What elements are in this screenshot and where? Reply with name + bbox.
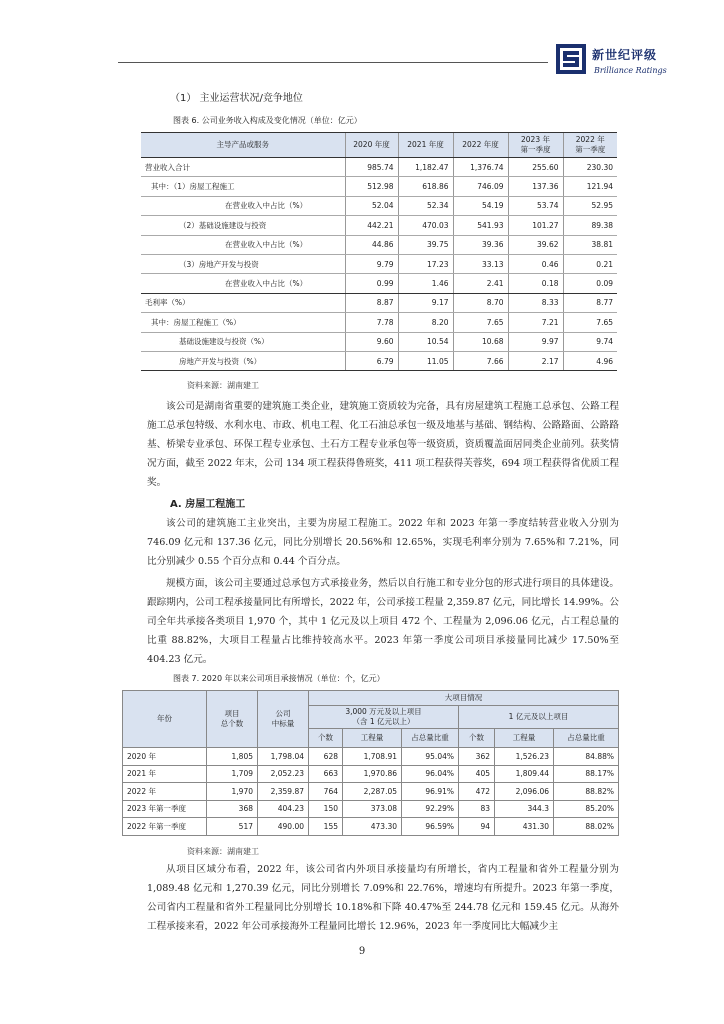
t6-cell: 6.79 bbox=[345, 351, 398, 370]
col-big-projects: 大项目情况 bbox=[309, 691, 619, 706]
t7-cell: 1,970.86 bbox=[343, 765, 402, 783]
section-title: （1） 主业运营状况/竞争地位 bbox=[170, 93, 303, 104]
t6-cell: 17.23 bbox=[398, 254, 453, 273]
t7-cell: 490.00 bbox=[258, 818, 309, 836]
t6-cell: 8.70 bbox=[453, 293, 508, 312]
t7-cell: 1,526.23 bbox=[495, 748, 554, 766]
t7-cell: 1,970 bbox=[207, 783, 258, 801]
table6-caption: 图表 6. 公司业务收入构成及变化情况（单位：亿元） bbox=[173, 116, 362, 125]
t6-row-label: 其中：（1）房屋工程施工 bbox=[141, 177, 345, 196]
t6-cell: 9.17 bbox=[398, 293, 453, 312]
t7-row-year: 2022 年第一季度 bbox=[123, 818, 207, 836]
t6-row-label: 营业收入合计 bbox=[141, 158, 345, 177]
table-row bbox=[141, 351, 617, 370]
t6-cell: 10.54 bbox=[398, 332, 453, 351]
table-row bbox=[123, 765, 619, 783]
t7-cell: 473.30 bbox=[343, 818, 402, 836]
t6-cell: 11.05 bbox=[398, 351, 453, 370]
col-amount: 工程量 bbox=[343, 729, 402, 748]
t6-cell: 121.94 bbox=[563, 177, 617, 196]
t6-cell: 7.66 bbox=[453, 351, 508, 370]
t7-cell: 517 bbox=[207, 818, 258, 836]
t7-cell: 2,287.05 bbox=[343, 783, 402, 801]
paragraph-scale: 规模方面，该公司主要通过总承包方式承接业务，然后以自行施工和专业分包的形式进行项目的具体建设。跟踪期内，公司工程承接量同比有所增长，2022 年，公司承接工程量 2,359.87 亿元，同比增长 14.99%。公司全年共承接各类项目 1,970 个，其中 1 亿元及以上项目 472 个、工程量为 2,096.06 亿元，占工程总量的比重 88.82%，大项目工程量占比维持较高水平。2023 年第一季度公司项目承接量同比减少 17.50%至 404.23 亿元。 bbox=[147, 578, 619, 665]
t6-cell: 39.75 bbox=[398, 235, 453, 254]
t6-cell: 0.18 bbox=[508, 274, 563, 293]
brilliance-logo-icon bbox=[556, 44, 586, 74]
t6-cell: 230.30 bbox=[563, 158, 617, 177]
revenue-table bbox=[141, 132, 617, 371]
t6-header-period: 2023 年 第一季度 bbox=[508, 133, 563, 158]
t6-cell: 512.98 bbox=[345, 177, 398, 196]
t6-cell: 2.41 bbox=[453, 274, 508, 293]
table-row bbox=[141, 313, 617, 332]
table-row bbox=[123, 818, 619, 836]
t6-cell: 10.68 bbox=[453, 332, 508, 351]
t7-cell: 1,805 bbox=[207, 748, 258, 766]
t6-row-label: 在营业收入中占比（%） bbox=[141, 196, 345, 215]
t6-cell: 7.78 bbox=[345, 313, 398, 332]
t7-cell: 95.04% bbox=[402, 748, 459, 766]
t7-cell: 88.02% bbox=[554, 818, 619, 836]
t6-row-label: 其中：房屋工程施工（%） bbox=[141, 313, 345, 332]
t7-cell: 1,798.04 bbox=[258, 748, 309, 766]
col-group-30m: 3,000 万元及以上项目 （含 1 亿元以上） bbox=[309, 706, 459, 729]
table7-caption: 图表 7. 2020 年以来公司项目承接情况（单位：个，亿元） bbox=[173, 674, 385, 683]
table-row bbox=[123, 783, 619, 801]
t7-row-year: 2023 年第一季度 bbox=[123, 800, 207, 818]
table-row bbox=[141, 216, 617, 235]
table-row bbox=[123, 748, 619, 766]
t7-cell: 344.3 bbox=[495, 800, 554, 818]
t6-cell: 7.65 bbox=[563, 313, 617, 332]
t6-cell: 8.87 bbox=[345, 293, 398, 312]
page-number: 9 bbox=[358, 946, 366, 957]
t6-cell: 7.21 bbox=[508, 313, 563, 332]
t6-cell: 101.27 bbox=[508, 216, 563, 235]
t6-row-label: 在营业收入中占比（%） bbox=[141, 235, 345, 254]
t6-row-label: （2）基础设施建设与投资 bbox=[141, 216, 345, 235]
col-year: 年份 bbox=[123, 691, 207, 748]
t7-cell: 96.91% bbox=[402, 783, 459, 801]
t7-cell: 628 bbox=[309, 748, 343, 766]
t7-cell: 94 bbox=[459, 818, 495, 836]
t7-cell: 88.17% bbox=[554, 765, 619, 783]
paragraph-region: 从项目区域分布看，2022 年，该公司省内外项目承接量均有所增长，省内工程量和省外工程量分别为 1,089.48 亿元和 1,270.39 亿元，同比分别增长 7.09%和 22.76%，增速均有所提升。2023 年第一季度，公司省内工程量和省外工程量同比分别增长 10.18%和下降 40.47%至 244.78 亿元和 159.45 亿元。从海外工程承接来看，2022 年公司承接海外工程量同比增长 12.96%，2023 年一季度同比大幅减少主 bbox=[147, 864, 619, 932]
t6-cell: 54.19 bbox=[453, 196, 508, 215]
table-row bbox=[141, 196, 617, 215]
t6-cell: 52.34 bbox=[398, 196, 453, 215]
t6-cell: 8.33 bbox=[508, 293, 563, 312]
t7-cell: 2,359.87 bbox=[258, 783, 309, 801]
t7-cell: 2,096.06 bbox=[495, 783, 554, 801]
t6-cell: 442.21 bbox=[345, 216, 398, 235]
table-row bbox=[141, 332, 617, 351]
t7-row-year: 2022 年 bbox=[123, 783, 207, 801]
col-count: 个数 bbox=[459, 729, 495, 748]
t6-row-label: 在营业收入中占比（%） bbox=[141, 274, 345, 293]
t7-cell: 92.29% bbox=[402, 800, 459, 818]
paragraph-housing-revenue: 该公司的建筑施工主业突出，主要为房屋工程施工。2022 年和 2023 年第一季度结转营业收入分别为 746.09 亿元和 137.36 亿元，同比分别增长 20.56%和 12.65%，实现毛利率分别为 7.65%和 7.21%，同比分别减少 0.55 个百分点和 0.44 个百分点。 bbox=[147, 518, 619, 567]
table-row bbox=[141, 158, 617, 177]
col-count: 个数 bbox=[309, 729, 343, 748]
t7-cell: 1,708.91 bbox=[343, 748, 402, 766]
t7-cell: 155 bbox=[309, 818, 343, 836]
t6-cell: 0.99 bbox=[345, 274, 398, 293]
paragraph-qualification: 该公司是湖南省重要的建筑施工类企业，建筑施工资质较为完备，具有房屋建筑工程施工总承包、公路工程施工总承包特级、水利水电、市政、机电工程、化工石油总承包一级及地基与基础、钢结构、公路路面、公路路基、桥梁专业承包、环保工程专业承包、土石方工程专业承包等一级资质，资质覆盖面居同类企业前列。获奖情况方面，截至 2022 年末，公司 134 项工程获得鲁班奖，411 项工程获得芙蓉奖，694 项工程获得省优质工程奖。 bbox=[147, 401, 619, 488]
t6-row-label: 基础设施建设与投资（%） bbox=[141, 332, 345, 351]
t6-cell: 746.09 bbox=[453, 177, 508, 196]
t6-cell: 2.17 bbox=[508, 351, 563, 370]
t7-cell: 431.30 bbox=[495, 818, 554, 836]
t6-cell: 89.38 bbox=[563, 216, 617, 235]
col-ratio: 占总量比重 bbox=[554, 729, 619, 748]
t6-cell: 0.09 bbox=[563, 274, 617, 293]
t7-cell: 150 bbox=[309, 800, 343, 818]
t6-cell: 137.36 bbox=[508, 177, 563, 196]
t6-cell: 0.21 bbox=[563, 254, 617, 273]
t6-row-label: 房地产开发与投资（%） bbox=[141, 351, 345, 370]
brand-name-en: Brilliance Ratings bbox=[594, 66, 667, 75]
t7-cell: 83 bbox=[459, 800, 495, 818]
t6-header-item: 主导产品或服务 bbox=[141, 133, 345, 158]
t7-cell: 96.04% bbox=[402, 765, 459, 783]
t6-cell: 618.86 bbox=[398, 177, 453, 196]
t6-cell: 8.77 bbox=[563, 293, 617, 312]
t6-cell: 985.74 bbox=[345, 158, 398, 177]
table-row bbox=[123, 800, 619, 818]
t7-row-year: 2020 年 bbox=[123, 748, 207, 766]
subheading-housing: A. 房屋工程施工 bbox=[170, 499, 246, 510]
t6-cell: 9.74 bbox=[563, 332, 617, 351]
t6-cell: 38.81 bbox=[563, 235, 617, 254]
table-row bbox=[141, 293, 617, 312]
table-row bbox=[141, 254, 617, 273]
col-group-100m: 1 亿元及以上项目 bbox=[459, 706, 619, 729]
project-table bbox=[122, 690, 619, 836]
col-ratio: 占总量比重 bbox=[402, 729, 459, 748]
col-bid: 公司 中标量 bbox=[258, 691, 309, 748]
t7-cell: 405 bbox=[459, 765, 495, 783]
t6-cell: 33.13 bbox=[453, 254, 508, 273]
t6-cell: 9.97 bbox=[508, 332, 563, 351]
t7-cell: 2,052.23 bbox=[258, 765, 309, 783]
t7-cell: 663 bbox=[309, 765, 343, 783]
t7-cell: 1,709 bbox=[207, 765, 258, 783]
t7-cell: 96.59% bbox=[402, 818, 459, 836]
t6-cell: 44.86 bbox=[345, 235, 398, 254]
t6-cell: 52.04 bbox=[345, 196, 398, 215]
t6-cell: 1,376.74 bbox=[453, 158, 508, 177]
t6-cell: 1,182.47 bbox=[398, 158, 453, 177]
t6-cell: 0.46 bbox=[508, 254, 563, 273]
t6-header-period: 2021 年度 bbox=[398, 133, 453, 158]
t6-cell: 1.46 bbox=[398, 274, 453, 293]
t6-cell: 255.60 bbox=[508, 158, 563, 177]
t6-cell: 9.79 bbox=[345, 254, 398, 273]
t7-cell: 373.08 bbox=[343, 800, 402, 818]
t7-cell: 404.23 bbox=[258, 800, 309, 818]
t7-cell: 472 bbox=[459, 783, 495, 801]
t6-cell: 7.65 bbox=[453, 313, 508, 332]
table-row bbox=[141, 177, 617, 196]
table-row bbox=[141, 235, 617, 254]
t6-row-label: 毛利率（%） bbox=[141, 293, 345, 312]
t6-cell: 53.74 bbox=[508, 196, 563, 215]
t7-cell: 362 bbox=[459, 748, 495, 766]
t6-cell: 541.93 bbox=[453, 216, 508, 235]
t6-header-period: 2020 年度 bbox=[345, 133, 398, 158]
t6-row-label: （3）房地产开发与投资 bbox=[141, 254, 345, 273]
t6-cell: 4.96 bbox=[563, 351, 617, 370]
table6-source: 资料来源：湖南建工 bbox=[187, 381, 259, 390]
t6-cell: 39.62 bbox=[508, 235, 563, 254]
t7-cell: 88.82% bbox=[554, 783, 619, 801]
t7-cell: 368 bbox=[207, 800, 258, 818]
t6-cell: 470.03 bbox=[398, 216, 453, 235]
t7-cell: 1,809.44 bbox=[495, 765, 554, 783]
t6-cell: 8.20 bbox=[398, 313, 453, 332]
t6-header-period: 2022 年度 bbox=[453, 133, 508, 158]
brand-name: 新世纪评级 bbox=[592, 48, 658, 62]
header-rule bbox=[118, 62, 548, 63]
t7-row-year: 2021 年 bbox=[123, 765, 207, 783]
table-row bbox=[141, 274, 617, 293]
t7-cell: 84.88% bbox=[554, 748, 619, 766]
t6-cell: 52.95 bbox=[563, 196, 617, 215]
t6-cell: 9.60 bbox=[345, 332, 398, 351]
col-total: 项目 总个数 bbox=[207, 691, 258, 748]
table7-source: 资料来源：湖南建工 bbox=[187, 847, 259, 856]
col-amount: 工程量 bbox=[495, 729, 554, 748]
t7-cell: 764 bbox=[309, 783, 343, 801]
t6-header-period: 2022 年 第一季度 bbox=[563, 133, 617, 158]
t7-cell: 85.20% bbox=[554, 800, 619, 818]
t6-cell: 39.36 bbox=[453, 235, 508, 254]
